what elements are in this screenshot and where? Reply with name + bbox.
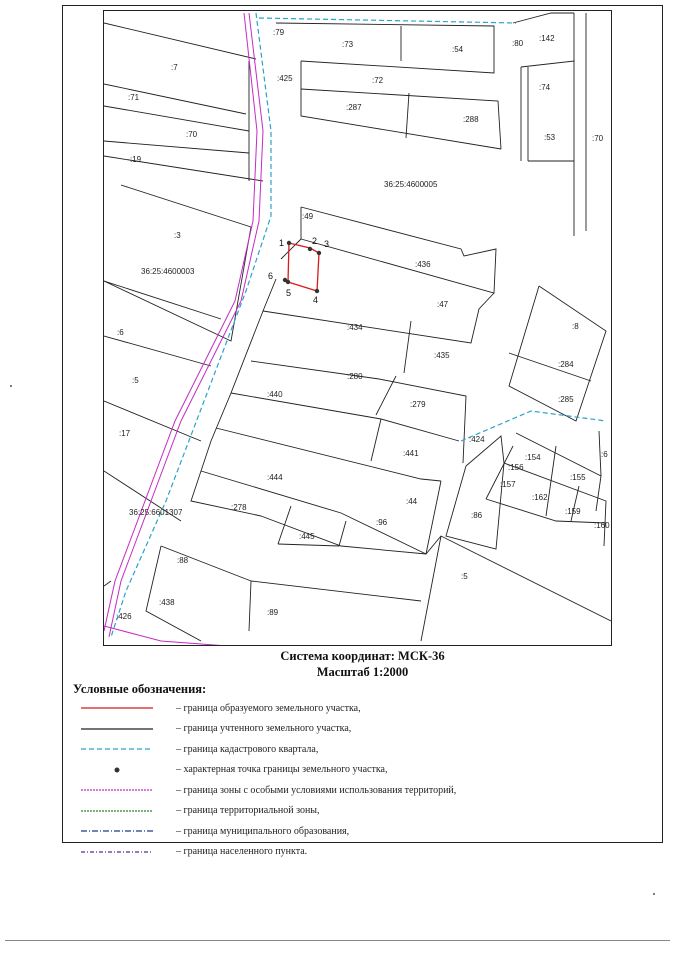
legend-item bbox=[78, 801, 456, 822]
parcel-label: :160 bbox=[594, 521, 610, 530]
parcel-label: :8 bbox=[572, 322, 579, 331]
black-line-symbol bbox=[78, 723, 156, 735]
parcel-label: :17 bbox=[119, 429, 131, 438]
parcel-label: :71 bbox=[128, 93, 140, 102]
parcel-label: :426 bbox=[116, 612, 132, 621]
legend-item bbox=[78, 842, 456, 863]
parcel-label: :70 bbox=[186, 130, 198, 139]
scan-speck bbox=[10, 385, 12, 387]
parcel-label: :155 bbox=[570, 473, 586, 482]
parcel-label: :72 bbox=[372, 76, 384, 85]
legend-item-text: – граница муниципального образования, bbox=[176, 825, 350, 837]
parcel-label: :6 bbox=[601, 450, 608, 459]
legend-item bbox=[78, 698, 456, 719]
parcel-label: :280 bbox=[347, 372, 363, 381]
magenta-dotted-line-symbol bbox=[78, 784, 156, 796]
legend-item bbox=[78, 780, 456, 801]
parcel-label: :5 bbox=[132, 376, 139, 385]
parcel-label: :424 bbox=[469, 435, 485, 444]
parcel-label: :438 bbox=[159, 598, 175, 607]
coordinate-system-title: Система координат: МСК-36 bbox=[280, 649, 445, 663]
parcel-label: :142 bbox=[539, 34, 555, 43]
parcel-label: :5 bbox=[461, 572, 468, 581]
parcel-label: :284 bbox=[558, 360, 574, 369]
legend-item-text: – граница территориальной зоны, bbox=[176, 805, 320, 817]
parcel-label: :162 bbox=[532, 493, 548, 502]
legend bbox=[78, 698, 456, 862]
parcel-label: :154 bbox=[525, 453, 541, 462]
parcel-label: :440 bbox=[267, 390, 283, 399]
parcel-label: :88 bbox=[177, 556, 189, 565]
new-parcel-boundary bbox=[288, 243, 319, 291]
parcel-labels bbox=[116, 28, 610, 621]
parcel-label: :70 bbox=[592, 134, 604, 143]
parcel-label: :47 bbox=[437, 300, 449, 309]
legend-item-text: – граница образуемого земельного участка, bbox=[176, 702, 361, 714]
parcel-label: :7 bbox=[171, 63, 178, 72]
scale-title: Масштаб 1:2000 bbox=[316, 665, 409, 679]
parcel-label: :288 bbox=[463, 115, 479, 124]
legend-item-text: – граница учтенного земельного участка, bbox=[176, 723, 352, 735]
parcel-label: :80 bbox=[512, 39, 524, 48]
red-line-symbol bbox=[78, 702, 156, 714]
parcel-label: :44 bbox=[406, 497, 418, 506]
cadastral-quarter-label: 36:25:6601307 bbox=[129, 508, 183, 517]
parcel-label: :89 bbox=[267, 608, 279, 617]
parcel-label: :79 bbox=[273, 28, 285, 37]
parcel-label: :54 bbox=[452, 45, 464, 54]
cadastral-quarter-label: 36:25:4600005 bbox=[384, 180, 438, 189]
parcel-label: :287 bbox=[346, 103, 362, 112]
boundary-point-label: 1 bbox=[279, 238, 285, 248]
parcel-label: :157 bbox=[500, 480, 516, 489]
parcel-label: :156 bbox=[508, 463, 524, 472]
point-labels bbox=[268, 236, 329, 305]
blue-dashdot-line-symbol bbox=[78, 825, 156, 837]
parcel-label: :436 bbox=[415, 260, 431, 269]
special-zone-boundary bbox=[104, 13, 263, 646]
dot-symbol bbox=[78, 764, 156, 776]
parcel-label: :425 bbox=[277, 74, 293, 83]
parcel-label: :49 bbox=[302, 212, 314, 221]
parcel-label: :6 bbox=[117, 328, 124, 337]
legend-item bbox=[78, 821, 456, 842]
legend-title: Условные обозначения: bbox=[73, 682, 207, 696]
boundary-point-label: 2 bbox=[312, 236, 318, 246]
legend-item bbox=[78, 760, 456, 781]
parcel-label: :278 bbox=[231, 503, 247, 512]
legend-item-text: – граница зоны с особыми условиями использования территорий, bbox=[176, 784, 457, 796]
boundary-point-label: 3 bbox=[324, 239, 330, 249]
parcel-label: :159 bbox=[565, 507, 581, 516]
cadastral-map bbox=[104, 11, 612, 646]
page-bottom-rule bbox=[5, 940, 670, 941]
parcel-label: :74 bbox=[539, 83, 551, 92]
parcel-label: :73 bbox=[342, 40, 354, 49]
parcel-label: :96 bbox=[376, 518, 388, 527]
parcel-label: :53 bbox=[544, 133, 556, 142]
scan-speck bbox=[653, 893, 655, 895]
legend-item-text: – характерная точка границы земельного участка, bbox=[176, 764, 388, 776]
parcel-label: :434 bbox=[347, 323, 363, 332]
parcel-label: :441 bbox=[403, 449, 419, 458]
parcel-label: :279 bbox=[410, 400, 426, 409]
cadastral-quarter-label: 36:25:4600003 bbox=[141, 267, 195, 276]
legend-item-text: – граница населенного пункта. bbox=[176, 846, 308, 858]
parcel-label: :3 bbox=[174, 231, 181, 240]
cyan-dashed-line-symbol bbox=[78, 743, 156, 755]
parcel-label: :444 bbox=[267, 473, 283, 482]
parcel-label: :445 bbox=[299, 532, 315, 541]
parcel-label: :435 bbox=[434, 351, 450, 360]
parcel-label: :19 bbox=[130, 155, 142, 164]
boundary-point-label: 6 bbox=[268, 271, 274, 281]
legend-item bbox=[78, 719, 456, 740]
purple-dashdot-line-symbol bbox=[78, 846, 156, 858]
boundary-point-label: 4 bbox=[313, 295, 319, 305]
parcel-label: :86 bbox=[471, 511, 483, 520]
parcel-label: :285 bbox=[558, 395, 574, 404]
map-frame bbox=[103, 10, 612, 646]
green-dotted-line-symbol bbox=[78, 805, 156, 817]
legend-item-text: – граница кадастрового квартала, bbox=[176, 743, 319, 755]
legend-item bbox=[78, 739, 456, 760]
boundary-point-label: 5 bbox=[286, 288, 292, 298]
